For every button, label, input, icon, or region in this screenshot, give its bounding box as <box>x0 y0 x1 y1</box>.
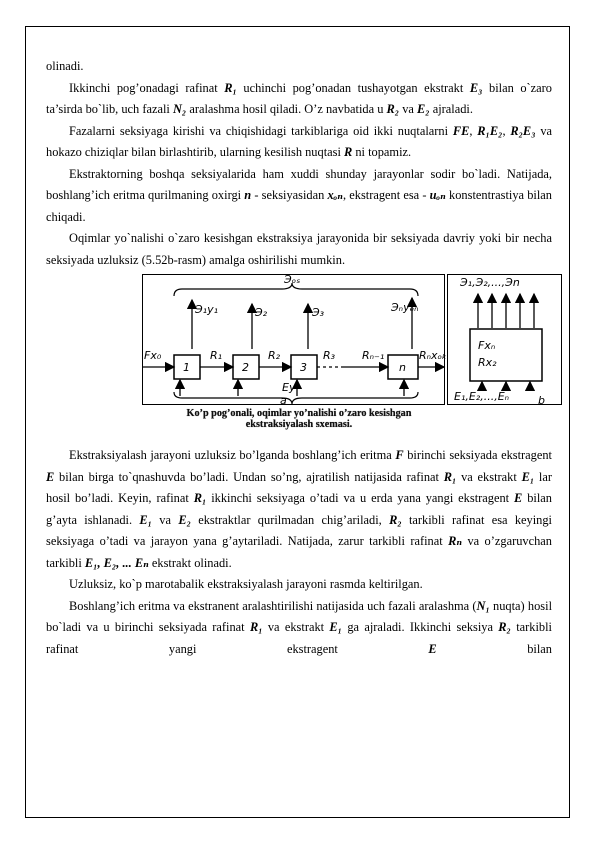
label-e2: Э₂ <box>255 306 268 319</box>
figure-caption: Ko’p pog’onali, oqimlar yo’nalishi o’zaro kesishgan ekstraksiyalash sxemasi. <box>186 408 412 430</box>
label-fx0: Fx₀ <box>144 349 162 362</box>
label-r3: R₃ <box>323 349 336 362</box>
block-1-label: 1 <box>183 361 190 374</box>
figure-extraction-scheme <box>46 273 552 443</box>
block-b <box>470 329 542 381</box>
label-r2: R₂ <box>268 349 281 362</box>
label-enyen: Эₙyₑₙ <box>391 301 419 314</box>
label-r1: R₁ <box>210 349 223 362</box>
diagram-b-frame <box>448 275 562 405</box>
block-3-label: 3 <box>300 361 307 374</box>
label-e3: Э₃ <box>312 306 325 319</box>
block-n-label: n <box>399 361 406 374</box>
label-rx2: Rx₂ <box>478 356 497 369</box>
paragraph-2: Fazalarni seksiyaga kirishi va chiqishidagi tarkiblariga oid ikki nuqtalarni FE, R₁E₂, R₂E₃ va hokazo chiziqlar bilan birlashtirib, ularning kesilish nuqtasi R ni topamiz. <box>46 123 553 159</box>
label-ey: Ey <box>282 381 296 394</box>
paragraph-0: olinadi. <box>46 59 84 73</box>
paragraph-1: Ikkinchi pog’onadagi rafinat R₁ uchinchi pog’onadan tushayotgan ekstrakt E₃ bilan o`zaro ta’sirda bo`lib, uch fazali N₂ aralashma hosil qiladi. O’z navbatida u R₂ va E₂ ajraladi. <box>46 80 552 116</box>
paragraph-6: Uzluksiz, ko`p marotabalik ekstraksiyalash jarayoni rasmda keltirilgan. <box>69 577 423 591</box>
paragraph-3: Ekstraktorning boshqa seksiyalarida ham xuddi shunday jarayonlar sodir bo`ladi. Natijada, boshlang’ich eritma qurilmaning oxirgi n - seksiyasidan xₒₙ, ekstragent esa - uₒₙ konstentrastiya bilan chiqadi. <box>46 166 552 224</box>
label-rn1: Rₙ₋₁ <box>362 349 385 362</box>
label-e1y1: Э₁y₁ <box>195 303 219 316</box>
paragraph-5: Ekstraksiyalash jarayoni uzluksiz bo’lganda boshlang’ich eritma F birinchi seksiyada ekstragent E bilan birga to`qnashuvda bo’ladi. Undan so’ng, ajratilish natijasida rafinat R₁ va ekstrakt E₁ lar hosil bo’ladi. Keyin, rafinat R₁ ikkinchi seksiyaga o’tadi va u erda yana yangi ekstragent E bilan g’ayta ishlanadi. E₁ va E₂ ekstraktlar qurilmadan chig’ariladi, R₂ tarkibli rafinat esa keyingi seksiyaga o’tadi va jarayon yana g’aytariladi. Natijada, zarur tarkibli rafinat Rₙ va o’zgaruvchan tarkibli E₁, E₂, ... Eₙ ekstrakt olinadi. <box>46 448 552 570</box>
paragraph-7: Boshlang’ich eritma va ekstranent aralashtirilishi natijasida uch fazali aralashma (N₁ nuqta) hosil bo`ladi va u birinchi seksiyada rafinat R₁ va ekstrakt E₁ ga ajraladi. Ikkinchi seksiya R₂ tarkibli rafinat yangi ekstragent E bilan <box>46 598 553 656</box>
label-rnxok: Rₙxₒₖ <box>419 349 447 362</box>
label-eos: Эₒₛ <box>284 274 301 286</box>
label-e-list-bottom: E₁,E₂,...,Eₙ <box>454 390 510 403</box>
block-2-label: 2 <box>242 361 249 374</box>
diagram-svg <box>142 274 562 406</box>
label-fxn: Fxₙ <box>478 339 496 352</box>
label-e-list: Э₁,Э₂,...,Эn <box>460 276 520 289</box>
bottom-brace <box>174 392 418 404</box>
document-body <box>46 56 552 660</box>
label-a: a <box>280 394 287 406</box>
paragraph-4: Oqimlar yo`nalishi o`zaro kesishgan ekstraksiya jarayonida bir seksiyada davriy yoki bir necha seksiyada uzluksiz (5.52b-rasm) amalga oshirilishi mumkin. <box>46 231 552 267</box>
label-b: b <box>538 394 545 406</box>
